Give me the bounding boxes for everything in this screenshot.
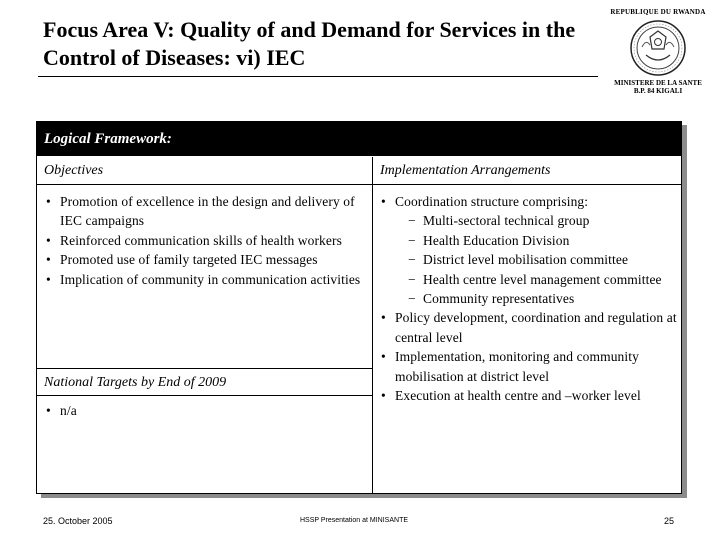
- sublist-item: − Community representatives: [407, 289, 677, 308]
- coordination-sublist: [395, 211, 677, 308]
- seal-republic-text: REPUBLIQUE DU RWANDA: [610, 8, 706, 16]
- list-item: [379, 192, 677, 308]
- objectives-list: [44, 192, 364, 289]
- footer-date: 25. October 2005: [43, 516, 113, 526]
- national-targets-list: [44, 401, 364, 420]
- list-item-text: Coordination structure comprising:: [395, 194, 589, 209]
- footer-presentation: HSSP Presentation at MINISANTE: [300, 517, 409, 524]
- list-item: • Promotion of excellence in the design and delivery of IEC campaigns: [44, 192, 364, 231]
- seal-ministry-text: MINISTERE DE LA SANTE: [614, 79, 702, 87]
- list-item: • Reinforced communication skills of health workers: [44, 231, 364, 250]
- implementation-list: [379, 192, 677, 405]
- sublist-item: − District level mobilisation committee: [407, 250, 677, 269]
- logical-framework-table: [36, 121, 682, 494]
- list-item: • Policy development, coordination and regulation at central level: [379, 308, 677, 347]
- rwanda-seal-icon: [628, 19, 688, 77]
- title-rule: [38, 76, 598, 77]
- logical-framework-header: Logical Framework:: [37, 122, 681, 156]
- sublist-item: − Health centre level management committee: [407, 270, 677, 289]
- ministry-seal: [606, 8, 710, 108]
- sublist-item: − Health Education Division: [407, 231, 677, 250]
- list-item: • Execution at health centre and –worker level: [379, 386, 677, 405]
- seal-address-text: B.P. 84 KIGALI: [633, 87, 683, 95]
- list-item: • n/a: [44, 401, 364, 420]
- slide-title: Focus Area V: Quality of and Demand for Services in the Control of Diseases: vi) IEC: [43, 17, 576, 70]
- column-divider: [372, 157, 373, 493]
- list-item: • Implication of community in communication activities: [44, 270, 364, 289]
- objectives-heading: Objectives: [37, 157, 372, 185]
- list-item: • Promoted use of family targeted IEC messages: [44, 250, 364, 269]
- national-targets-heading: National Targets by End of 2009: [37, 368, 372, 396]
- sublist-item: − Multi-sectoral technical group: [407, 211, 677, 230]
- implementation-heading: Implementation Arrangements: [372, 157, 681, 185]
- list-item: • Implementation, monitoring and community mobilisation at district level: [379, 347, 677, 386]
- page-number: 25: [664, 516, 675, 526]
